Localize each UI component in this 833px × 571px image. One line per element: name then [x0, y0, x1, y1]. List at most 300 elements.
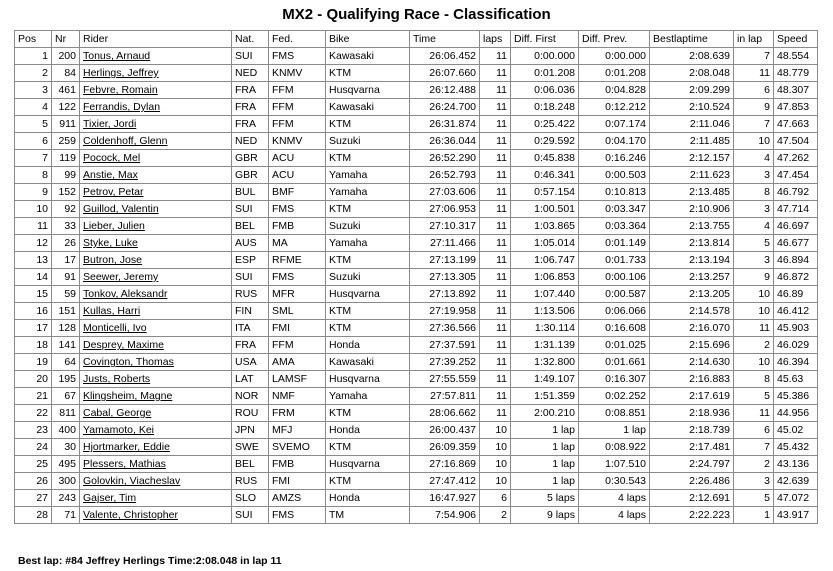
cell-nat: NOR: [232, 388, 269, 405]
cell-laps: 11: [480, 150, 511, 167]
cell-diff-first: 1:03.865: [511, 218, 579, 235]
cell-bike: KTM: [326, 201, 410, 218]
cell-nr: 26: [52, 235, 80, 252]
cell-nr: 141: [52, 337, 80, 354]
cell-in-lap: 3: [734, 473, 774, 490]
cell-nr: 122: [52, 99, 80, 116]
cell-fed: SML: [269, 303, 326, 320]
cell-diff-prev: 0:01.149: [579, 235, 650, 252]
cell-time: 27:13.305: [410, 269, 480, 286]
cell-fed: FFM: [269, 82, 326, 99]
cell-pos: 21: [15, 388, 52, 405]
cell-bike: Suzuki: [326, 218, 410, 235]
cell-bike: KTM: [326, 150, 410, 167]
cell-pos: 11: [15, 218, 52, 235]
cell-bike: Suzuki: [326, 269, 410, 286]
table-row: [15, 490, 818, 507]
rider-link[interactable]: Coldenhoff, Glenn: [80, 133, 232, 150]
cell-fed: FMB: [269, 456, 326, 473]
cell-bike: Husqvarna: [326, 82, 410, 99]
cell-bike: Husqvarna: [326, 456, 410, 473]
rider-link[interactable]: Petrov, Petar: [80, 184, 232, 201]
cell-diff-first: 1 lap: [511, 439, 579, 456]
cell-nr: 243: [52, 490, 80, 507]
cell-in-lap: 7: [734, 116, 774, 133]
cell-bike: Suzuki: [326, 133, 410, 150]
cell-in-lap: 10: [734, 286, 774, 303]
cell-speed: 48.779: [774, 65, 818, 82]
cell-speed: 46.894: [774, 252, 818, 269]
table-row: [15, 354, 818, 371]
cell-fed: LAMSF: [269, 371, 326, 388]
column-header: Pos: [15, 31, 52, 48]
cell-speed: 45.386: [774, 388, 818, 405]
table-row: [15, 252, 818, 269]
cell-diff-prev: 0:00.106: [579, 269, 650, 286]
cell-time: 7:54.906: [410, 507, 480, 524]
cell-diff-prev: 0:16.307: [579, 371, 650, 388]
column-header: Fed.: [269, 31, 326, 48]
cell-pos: 26: [15, 473, 52, 490]
table-row: [15, 218, 818, 235]
cell-bestlap: 2:16.883: [650, 371, 734, 388]
cell-nat: SUI: [232, 269, 269, 286]
cell-diff-first: 0:06.036: [511, 82, 579, 99]
cell-nat: SUI: [232, 507, 269, 524]
cell-bestlap: 2:10.524: [650, 99, 734, 116]
cell-bestlap: 2:12.691: [650, 490, 734, 507]
column-header: laps: [480, 31, 511, 48]
cell-laps: 10: [480, 439, 511, 456]
cell-fed: FMS: [269, 201, 326, 218]
page-title: MX2 - Qualifying Race - Classification: [282, 6, 551, 23]
cell-time: 27:16.869: [410, 456, 480, 473]
rider-link[interactable]: Tonkov, Aleksandr: [80, 286, 232, 303]
cell-in-lap: 3: [734, 201, 774, 218]
cell-bike: KTM: [326, 252, 410, 269]
rider-link[interactable]: Seewer, Jeremy: [80, 269, 232, 286]
cell-nat: FRA: [232, 82, 269, 99]
cell-laps: 11: [480, 48, 511, 65]
cell-diff-prev: 0:04.170: [579, 133, 650, 150]
cell-speed: 46.412: [774, 303, 818, 320]
table-row: [15, 371, 818, 388]
cell-pos: 20: [15, 371, 52, 388]
rider-link[interactable]: Gajser, Tim: [80, 490, 232, 507]
cell-diff-first: 1 lap: [511, 456, 579, 473]
cell-time: 28:06.662: [410, 405, 480, 422]
cell-fed: FMS: [269, 269, 326, 286]
cell-nat: JPN: [232, 422, 269, 439]
cell-nat: SUI: [232, 48, 269, 65]
cell-nr: 495: [52, 456, 80, 473]
cell-nr: 195: [52, 371, 80, 388]
cell-pos: 10: [15, 201, 52, 218]
rider-link[interactable]: Butron, Jose: [80, 252, 232, 269]
classification-table: [14, 30, 818, 524]
cell-speed: 45.432: [774, 439, 818, 456]
table-row: [15, 337, 818, 354]
cell-nr: 911: [52, 116, 80, 133]
cell-nat: FRA: [232, 337, 269, 354]
cell-bestlap: 2:18.739: [650, 422, 734, 439]
cell-bike: Yamaha: [326, 167, 410, 184]
cell-nr: 119: [52, 150, 80, 167]
cell-bestlap: 2:18.936: [650, 405, 734, 422]
cell-fed: SVEMO: [269, 439, 326, 456]
table-row: [15, 405, 818, 422]
cell-time: 26:24.700: [410, 99, 480, 116]
cell-in-lap: 11: [734, 65, 774, 82]
cell-fed: ACU: [269, 167, 326, 184]
rider-link[interactable]: Herlings, Jeffrey: [80, 65, 232, 82]
cell-diff-first: 9 laps: [511, 507, 579, 524]
rider-link[interactable]: Cabal, George: [80, 405, 232, 422]
column-header: Nr: [52, 31, 80, 48]
cell-diff-prev: 0:00.503: [579, 167, 650, 184]
cell-in-lap: 8: [734, 371, 774, 388]
cell-diff-first: 0:18.248: [511, 99, 579, 116]
rider-link[interactable]: Yamamoto, Kei: [80, 422, 232, 439]
cell-time: 26:12.488: [410, 82, 480, 99]
cell-bestlap: 2:22.223: [650, 507, 734, 524]
cell-nr: 128: [52, 320, 80, 337]
cell-bestlap: 2:13.485: [650, 184, 734, 201]
cell-pos: 1: [15, 48, 52, 65]
cell-laps: 11: [480, 337, 511, 354]
cell-nat: ITA: [232, 320, 269, 337]
cell-time: 26:07.660: [410, 65, 480, 82]
cell-pos: 9: [15, 184, 52, 201]
cell-in-lap: 7: [734, 48, 774, 65]
cell-bestlap: 2:15.696: [650, 337, 734, 354]
cell-laps: 10: [480, 473, 511, 490]
cell-fed: FFM: [269, 337, 326, 354]
cell-laps: 11: [480, 286, 511, 303]
rider-link[interactable]: Tonus, Arnaud: [80, 48, 232, 65]
cell-speed: 46.697: [774, 218, 818, 235]
column-header: in lap: [734, 31, 774, 48]
cell-in-lap: 2: [734, 456, 774, 473]
cell-laps: 10: [480, 456, 511, 473]
rider-link[interactable]: Tixier, Jordi: [80, 116, 232, 133]
cell-nat: BEL: [232, 218, 269, 235]
table-row: [15, 150, 818, 167]
cell-speed: 46.89: [774, 286, 818, 303]
cell-nat: LAT: [232, 371, 269, 388]
cell-nr: 811: [52, 405, 80, 422]
cell-bestlap: 2:17.481: [650, 439, 734, 456]
cell-speed: 46.872: [774, 269, 818, 286]
cell-nat: NED: [232, 65, 269, 82]
cell-pos: 3: [15, 82, 52, 99]
cell-nat: RUS: [232, 286, 269, 303]
cell-fed: MFR: [269, 286, 326, 303]
header-row: [15, 31, 818, 48]
cell-bike: Kawasaki: [326, 48, 410, 65]
cell-laps: 11: [480, 167, 511, 184]
cell-time: 27:37.591: [410, 337, 480, 354]
cell-laps: 11: [480, 320, 511, 337]
cell-bestlap: 2:12.157: [650, 150, 734, 167]
table-row: [15, 439, 818, 456]
rider-link[interactable]: Valente, Christopher: [80, 507, 232, 524]
cell-diff-first: 1:49.107: [511, 371, 579, 388]
column-header: Bike: [326, 31, 410, 48]
cell-bike: Yamaha: [326, 184, 410, 201]
cell-time: 26:06.452: [410, 48, 480, 65]
cell-in-lap: 11: [734, 320, 774, 337]
cell-fed: FMS: [269, 48, 326, 65]
cell-nat: GBR: [232, 167, 269, 184]
cell-diff-prev: 0:08.851: [579, 405, 650, 422]
cell-speed: 47.262: [774, 150, 818, 167]
rider-link[interactable]: Golovkin, Viacheslav: [80, 473, 232, 490]
cell-speed: 46.394: [774, 354, 818, 371]
table-row: [15, 286, 818, 303]
cell-bike: TM: [326, 507, 410, 524]
cell-diff-prev: 0:01.025: [579, 337, 650, 354]
cell-speed: 46.677: [774, 235, 818, 252]
cell-diff-first: 1:31.139: [511, 337, 579, 354]
rider-link[interactable]: Styke, Luke: [80, 235, 232, 252]
cell-nr: 71: [52, 507, 80, 524]
cell-diff-prev: 1:07.510: [579, 456, 650, 473]
cell-diff-prev: 4 laps: [579, 490, 650, 507]
cell-nr: 33: [52, 218, 80, 235]
cell-bike: KTM: [326, 65, 410, 82]
cell-fed: BMF: [269, 184, 326, 201]
cell-bestlap: 2:08.048: [650, 65, 734, 82]
cell-diff-first: 1:51.359: [511, 388, 579, 405]
cell-fed: MA: [269, 235, 326, 252]
cell-speed: 47.504: [774, 133, 818, 150]
cell-diff-first: 0:25.422: [511, 116, 579, 133]
rider-link[interactable]: Pocock, Mel: [80, 150, 232, 167]
cell-laps: 11: [480, 99, 511, 116]
cell-laps: 11: [480, 133, 511, 150]
column-header: Bestlaptime: [650, 31, 734, 48]
cell-time: 26:52.290: [410, 150, 480, 167]
cell-fed: FMI: [269, 320, 326, 337]
cell-nr: 30: [52, 439, 80, 456]
cell-laps: 11: [480, 405, 511, 422]
cell-speed: 47.853: [774, 99, 818, 116]
cell-fed: FMI: [269, 473, 326, 490]
rider-link[interactable]: Monticelli, Ivo: [80, 320, 232, 337]
table-row: [15, 320, 818, 337]
cell-time: 26:31.874: [410, 116, 480, 133]
cell-speed: 44.956: [774, 405, 818, 422]
cell-time: 27:10.317: [410, 218, 480, 235]
cell-speed: 46.029: [774, 337, 818, 354]
table-row: [15, 65, 818, 82]
cell-nr: 64: [52, 354, 80, 371]
cell-nat: FRA: [232, 116, 269, 133]
cell-pos: 13: [15, 252, 52, 269]
column-header: Time: [410, 31, 480, 48]
cell-pos: 8: [15, 167, 52, 184]
cell-bike: Husqvarna: [326, 371, 410, 388]
rider-link[interactable]: Desprey, Maxime: [80, 337, 232, 354]
rider-link[interactable]: Covington, Thomas: [80, 354, 232, 371]
cell-fed: FRM: [269, 405, 326, 422]
cell-speed: 47.454: [774, 167, 818, 184]
cell-in-lap: 5: [734, 235, 774, 252]
cell-pos: 12: [15, 235, 52, 252]
cell-nat: BUL: [232, 184, 269, 201]
cell-diff-first: 0:29.592: [511, 133, 579, 150]
cell-bike: KTM: [326, 116, 410, 133]
rider-link[interactable]: Justs, Roberts: [80, 371, 232, 388]
cell-bestlap: 2:17.619: [650, 388, 734, 405]
rider-link[interactable]: Ferrandis, Dylan: [80, 99, 232, 116]
cell-bestlap: 2:13.257: [650, 269, 734, 286]
cell-time: 27:13.199: [410, 252, 480, 269]
cell-bike: KTM: [326, 320, 410, 337]
cell-in-lap: 6: [734, 422, 774, 439]
cell-time: 26:36.044: [410, 133, 480, 150]
cell-laps: 11: [480, 354, 511, 371]
cell-in-lap: 5: [734, 490, 774, 507]
cell-speed: 43.917: [774, 507, 818, 524]
rider-link[interactable]: Hjortmarker, Eddie: [80, 439, 232, 456]
cell-nr: 91: [52, 269, 80, 286]
cell-nr: 461: [52, 82, 80, 99]
cell-in-lap: 6: [734, 82, 774, 99]
rider-link[interactable]: Guillod, Valentin: [80, 201, 232, 218]
cell-diff-first: 0:01.208: [511, 65, 579, 82]
cell-nr: 84: [52, 65, 80, 82]
best-lap-summary: Best lap: #84 Jeffrey Herlings Time:2:08.048 in lap 11: [18, 555, 282, 567]
table-row: [15, 303, 818, 320]
cell-pos: 17: [15, 320, 52, 337]
cell-fed: MFJ: [269, 422, 326, 439]
cell-nat: NED: [232, 133, 269, 150]
cell-time: 27:03.606: [410, 184, 480, 201]
cell-nat: BEL: [232, 456, 269, 473]
cell-nr: 259: [52, 133, 80, 150]
cell-pos: 6: [15, 133, 52, 150]
cell-in-lap: 11: [734, 405, 774, 422]
cell-fed: FMB: [269, 218, 326, 235]
cell-laps: 11: [480, 116, 511, 133]
cell-in-lap: 10: [734, 133, 774, 150]
cell-in-lap: 4: [734, 218, 774, 235]
cell-bike: KTM: [326, 405, 410, 422]
cell-laps: 11: [480, 184, 511, 201]
cell-time: 27:13.892: [410, 286, 480, 303]
table-row: [15, 456, 818, 473]
cell-laps: 11: [480, 235, 511, 252]
cell-pos: 14: [15, 269, 52, 286]
table-row: [15, 507, 818, 524]
cell-in-lap: 10: [734, 354, 774, 371]
cell-nat: ROU: [232, 405, 269, 422]
rider-link[interactable]: Febvre, Romain: [80, 82, 232, 99]
cell-laps: 2: [480, 507, 511, 524]
rider-link[interactable]: Klingsheim, Magne: [80, 388, 232, 405]
cell-pos: 28: [15, 507, 52, 524]
cell-speed: 45.02: [774, 422, 818, 439]
cell-in-lap: 3: [734, 167, 774, 184]
cell-in-lap: 10: [734, 303, 774, 320]
cell-fed: RFME: [269, 252, 326, 269]
cell-laps: 11: [480, 269, 511, 286]
cell-bike: Honda: [326, 490, 410, 507]
cell-fed: AMA: [269, 354, 326, 371]
cell-time: 27:36.566: [410, 320, 480, 337]
cell-in-lap: 3: [734, 252, 774, 269]
cell-speed: 42.639: [774, 473, 818, 490]
cell-time: 27:06.953: [410, 201, 480, 218]
rider-link[interactable]: Plessers, Mathias: [80, 456, 232, 473]
rider-link[interactable]: Kullas, Harri: [80, 303, 232, 320]
cell-speed: 47.072: [774, 490, 818, 507]
cell-diff-first: 0:46.341: [511, 167, 579, 184]
cell-diff-prev: 0:00.000: [579, 48, 650, 65]
cell-time: 26:52.793: [410, 167, 480, 184]
cell-nr: 17: [52, 252, 80, 269]
cell-pos: 25: [15, 456, 52, 473]
cell-diff-first: 1 lap: [511, 473, 579, 490]
cell-bestlap: 2:13.814: [650, 235, 734, 252]
cell-speed: 45.903: [774, 320, 818, 337]
cell-diff-first: 1:05.014: [511, 235, 579, 252]
rider-link[interactable]: Anstie, Max: [80, 167, 232, 184]
cell-nat: GBR: [232, 150, 269, 167]
cell-nat: RUS: [232, 473, 269, 490]
cell-diff-prev: 0:01.208: [579, 65, 650, 82]
cell-diff-prev: 0:04.828: [579, 82, 650, 99]
cell-diff-first: 0:57.154: [511, 184, 579, 201]
cell-in-lap: 7: [734, 439, 774, 456]
cell-nat: SLO: [232, 490, 269, 507]
cell-fed: FMS: [269, 507, 326, 524]
cell-nr: 99: [52, 167, 80, 184]
cell-laps: 6: [480, 490, 511, 507]
cell-speed: 48.307: [774, 82, 818, 99]
table-row: [15, 99, 818, 116]
table-row: [15, 388, 818, 405]
cell-speed: 48.554: [774, 48, 818, 65]
cell-diff-prev: 0:07.174: [579, 116, 650, 133]
cell-bestlap: 2:13.205: [650, 286, 734, 303]
cell-diff-first: 1:06.747: [511, 252, 579, 269]
table-row: [15, 116, 818, 133]
cell-pos: 27: [15, 490, 52, 507]
cell-fed: AMZS: [269, 490, 326, 507]
rider-link[interactable]: Lieber, Julien: [80, 218, 232, 235]
cell-time: 27:11.466: [410, 235, 480, 252]
cell-pos: 4: [15, 99, 52, 116]
cell-nat: SWE: [232, 439, 269, 456]
cell-nr: 151: [52, 303, 80, 320]
cell-laps: 11: [480, 252, 511, 269]
cell-diff-first: 1:13.506: [511, 303, 579, 320]
cell-bestlap: 2:08.639: [650, 48, 734, 65]
cell-in-lap: 9: [734, 99, 774, 116]
cell-fed: KNMV: [269, 133, 326, 150]
cell-fed: ACU: [269, 150, 326, 167]
cell-diff-first: 1:32.800: [511, 354, 579, 371]
cell-diff-first: 1 lap: [511, 422, 579, 439]
cell-diff-prev: 0:08.922: [579, 439, 650, 456]
cell-time: 27:47.412: [410, 473, 480, 490]
cell-diff-prev: 4 laps: [579, 507, 650, 524]
cell-nat: USA: [232, 354, 269, 371]
cell-diff-prev: 0:30.543: [579, 473, 650, 490]
